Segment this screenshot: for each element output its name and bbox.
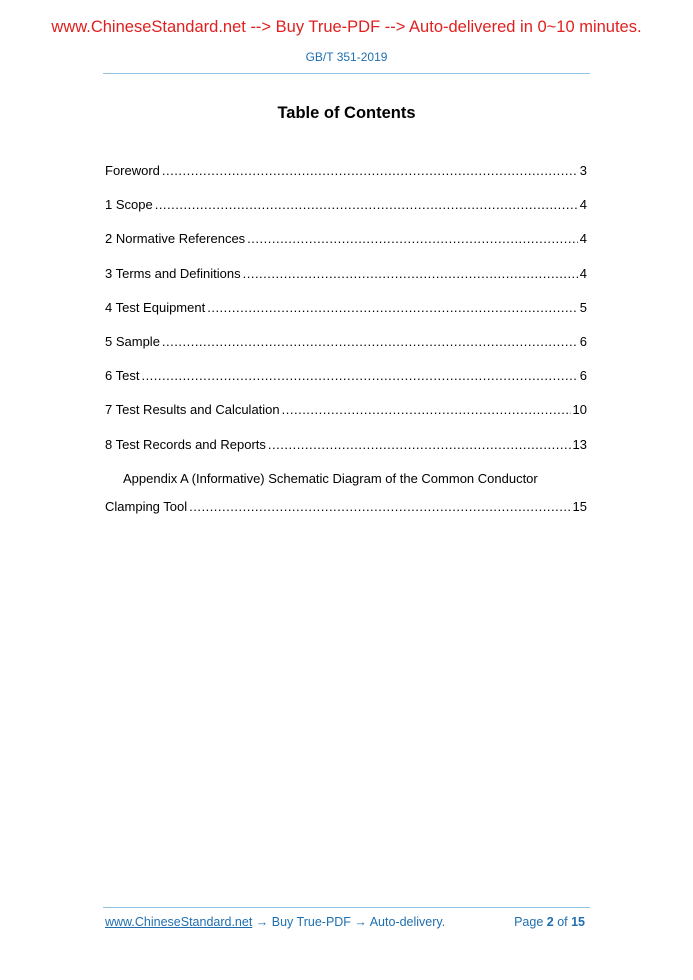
- toc-entry-label: 5 Sample: [105, 333, 160, 349]
- toc-entry-page: 15: [572, 498, 587, 514]
- toc-leader-dots: [189, 497, 570, 517]
- toc-entry-scope[interactable]: [105, 195, 587, 229]
- toc-leader-dots: [162, 161, 578, 181]
- toc-entry-label: 6 Test: [105, 368, 140, 384]
- header-divider: [103, 73, 590, 74]
- toc-leader-dots: [155, 195, 578, 215]
- banner-text[interactable]: www.ChineseStandard.net --> Buy True-PDF --> Auto-delivered in 0~10 minutes.: [51, 18, 642, 36]
- toc-entry-label: 7 Test Results and Calculation: [105, 402, 280, 418]
- toc-entry-label: 1 Scope: [105, 197, 153, 213]
- toc-entry-label: 4 Test Equipment: [105, 299, 206, 315]
- toc-entry-normative-references[interactable]: [105, 229, 587, 263]
- toc-entry-page: 6: [579, 368, 587, 384]
- toc-entry-label: Foreword: [105, 163, 160, 178]
- toc-leader-dots: [141, 366, 577, 386]
- toc-entry-label: Clamping Tool: [105, 498, 188, 514]
- toc-entry-page: 3: [579, 163, 587, 178]
- toc-entry-page: 4: [579, 231, 587, 247]
- footer: [105, 915, 585, 929]
- toc-leader-dots: [282, 400, 571, 420]
- standard-number: GB/T 351-2019: [305, 50, 388, 64]
- page-title: Table of Contents: [277, 104, 416, 122]
- page-of: of: [553, 915, 572, 929]
- toc-entry-page: 6: [579, 333, 587, 349]
- page-prefix: Page: [514, 915, 547, 929]
- footer-divider: [103, 907, 590, 908]
- toc-leader-dots: [207, 298, 578, 318]
- toc-entry-label: 3 Terms and Definitions: [105, 265, 241, 281]
- toc-entry-page: 13: [572, 436, 587, 452]
- toc-entry-terms-definitions[interactable]: [105, 264, 587, 298]
- page-total: 15: [571, 915, 585, 929]
- footer-promo: [105, 915, 445, 929]
- toc-leader-dots: [243, 264, 578, 284]
- page-current: 2: [546, 915, 554, 929]
- toc-leader-dots: [162, 332, 578, 352]
- toc-entry-test[interactable]: [105, 366, 587, 400]
- toc-entry-page: 4: [579, 265, 587, 281]
- toc-entry-page: 5: [579, 299, 587, 315]
- toc-entry-sample[interactable]: [105, 332, 587, 366]
- toc-leader-dots: [268, 435, 571, 455]
- toc-entry-page: 4: [579, 197, 587, 213]
- table-of-contents: [105, 161, 587, 531]
- toc-entry-appendix-a[interactable]: Appendix A (Informative) Schematic Diagram of the Common Conductor: [123, 470, 538, 486]
- toc-entry-appendix-a-continued[interactable]: [105, 497, 587, 531]
- toc-leader-dots: [247, 229, 578, 249]
- footer-promo-text: → Buy True-PDF → Auto-delivery.: [252, 915, 446, 929]
- toc-entry-label: 8 Test Records and Reports: [105, 436, 266, 452]
- toc-entry-page: 10: [572, 402, 587, 418]
- toc-entry-test-equipment[interactable]: [105, 298, 587, 332]
- toc-entry-test-results[interactable]: [105, 400, 587, 434]
- toc-entry-test-records[interactable]: [105, 435, 587, 469]
- toc-entry-label: 2 Normative References: [105, 231, 246, 247]
- footer-site-link[interactable]: www.ChineseStandard.net: [105, 915, 253, 929]
- page-indicator: [514, 915, 585, 929]
- toc-entry-foreword[interactable]: [105, 161, 587, 195]
